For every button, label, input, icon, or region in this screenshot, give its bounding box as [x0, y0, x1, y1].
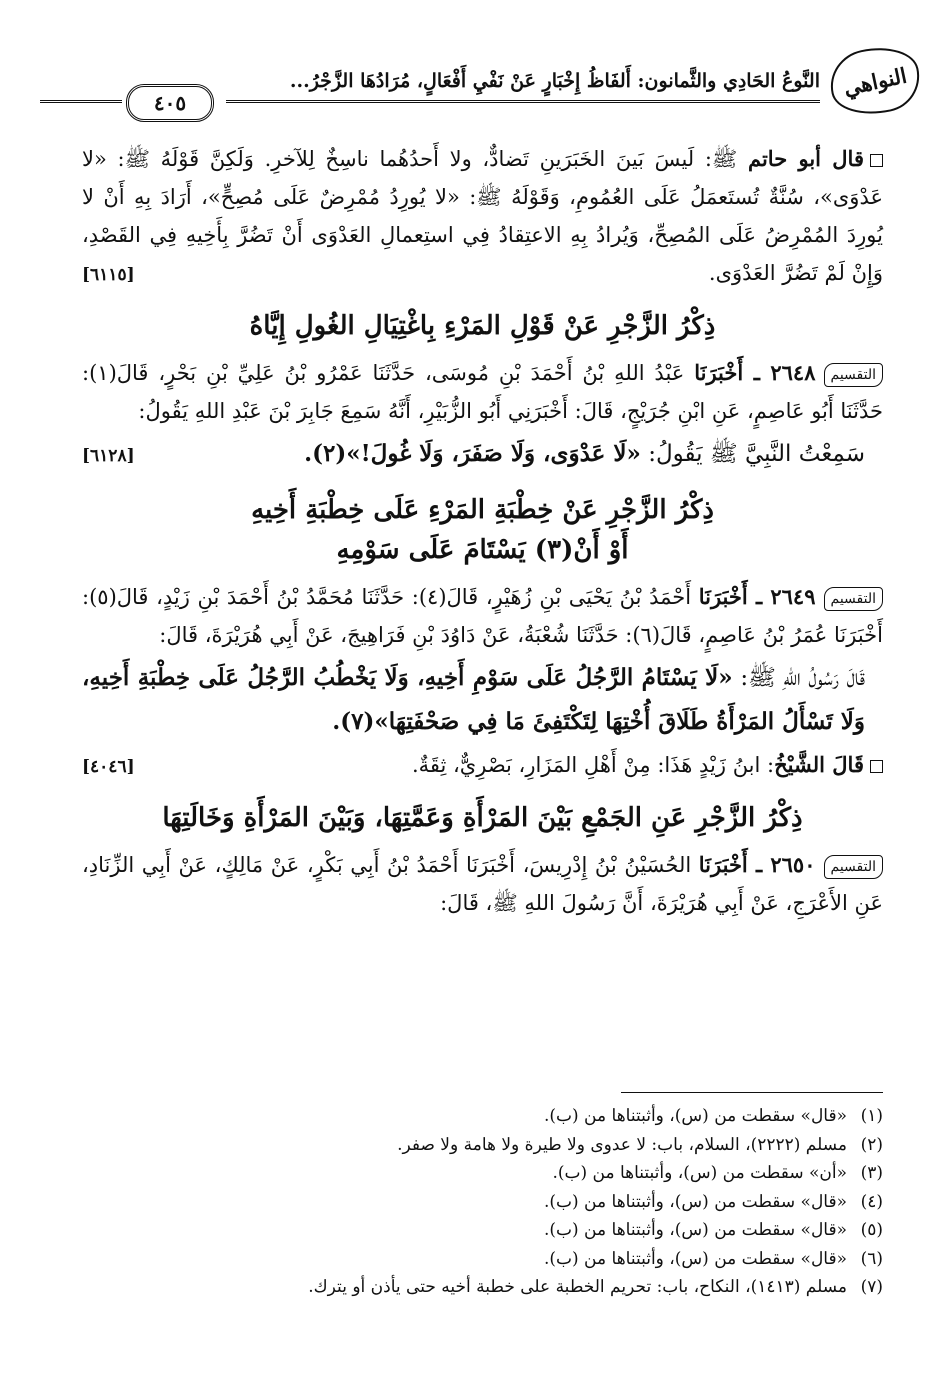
hadith-2648-matn	[82, 432, 883, 476]
note-lead: قَالَ الشَّيْخُ	[774, 752, 864, 777]
reference-number: [٦١١٥]	[82, 265, 135, 285]
hadith-mark-icon: التقسيم	[824, 363, 884, 387]
section-heading: ذِكْرُ الزَّجْرِ عَنِ الجَمْعِ بَيْنَ المَرْأَةِ وَعَمَّتِهَا، وَبَيْنَ المَرْأَةِ وَخَالَتِهَا	[162, 803, 803, 833]
reference-number: [٦١٢٨]	[82, 446, 135, 466]
hadith-mark-icon: التقسيم	[824, 587, 884, 611]
isnad-text: عَبْدُ اللهِ بْنُ أَحْمَدَ بْنِ مُوسَى، حَدَّثَنَا عَمْرُو بْنُ عَلِيِّ بْنِ بَحْرٍ، قَالَ(١): حَدَّثَنَا أَبُو عَاصِمٍ، عَنِ ابْنِ جُرَيْجٍ، قَالَ: أَخْبَرَنِي أَبُو الزُّبَيْرِ، أَنَّهُ سَمِعَ جَابِرَ بْنَ عَبْدِ اللهِ يَقُولُ:	[82, 361, 883, 423]
matn-lead: سَمِعْتُ النَّبِيَّ ﷺ يَقُولُ:	[640, 441, 865, 467]
footnote: (٥)«قال» سقطت من (س)، وأثبتناها من (ب).	[543, 1220, 883, 1240]
header-rule	[226, 100, 820, 103]
footnote-divider	[621, 1092, 883, 1093]
commentary-text: ﷺ: لَيسَ بَينَ الخَبَرَينِ تَضادٌّ، ولا أَحدُهُما ناسِخٌ لِلآخرِ. وَلَكِنَّ قَوْلَهُ ﷺ: «لا عَدْوَى»، سُنَّةٌ تُستَعمَلُ عَلَى العُمُومِ، وَقَوْلَهُ ﷺ: «لا يُورِدُ مُمْرِضٌ عَلَى مُصِحٍّ»، أَرَادَ بِهِ أَنْ لا يُورِدَ المُمْرِضُ عَلَى المُصِحِّ، وَيُرادُ بِهِ الاعتِقادُ فِي استِعمالِ العَدْوَى أَنْ تَضُرَّ بِأَخِيهِ فِي القَصْدِ، وَإِنْ لَمْ تَضُرَّ العَدْوَى.	[82, 147, 883, 285]
commentary-paragraph	[82, 140, 883, 292]
header-rule-short	[40, 100, 122, 103]
footnote: (٦)«قال» سقطت من (س)، وأثبتناها من (ب).	[543, 1248, 883, 1269]
hadith-2649-isnad	[82, 578, 883, 654]
matn-lead: قَالَ رَسُولُ اللهِ ﷺ:	[732, 665, 865, 691]
isnad-text: أَحْمَدُ بْنُ يَحْيَى بْنِ زُهَيْرٍ، قَالَ(٤): حَدَّثَنَا مُحَمَّدُ بْنُ أَحْمَدَ بْنِ زَيْدٍ، قَالَ(٥): أَخْبَرَنَا عُمَرُ بْنُ عَاصِمٍ، قَالَ(٦): حَدَّثَنَا شُعْبَةُ، عَنْ دَاوُدَ بْنِ فَرَاهِيجَ، عَنْ أَبِي هُرَيْرَةَ، قَالَ:	[82, 585, 883, 647]
footnotes	[62, 1102, 883, 1302]
footnote: (٧)مسلم (١٤١٣)، النكاح، باب: تحريم الخطبة على خطبة أخيه حتى يأذن أو يترك.	[308, 1277, 883, 1297]
note-text: : ابنُ زَيْدٍ هَذَا: مِنْ أَهْلِ المَزَارِ، بَصْرِيٌّ، ثِقَةٌ.	[411, 753, 775, 777]
footnote: (٢)مسلم (٢٢٢٢)، السلام، باب: لا عدوى ولا طيرة ولا هامة ولا صفر.	[397, 1134, 883, 1155]
hadith-number: ٢٦٤٩ ـ أَخْبَرَنَا	[698, 584, 816, 609]
heading-line: ذِكْرُ الزَّجْرِ عَنْ خِطْبَةِ المَرْءِ عَلَى خِطْبَةِ أَخِيهِ	[251, 495, 714, 525]
running-title: النَّوعُ الحَادِي والثَّمانون: أَلفَاظُ إِخْبَارٍ عَنْ نَفْيِ أَفْعَالٍ، مُرَادُهَا الزَّجْرُ...	[289, 70, 820, 92]
matn-text: «لَا عَدْوَى، وَلَا صَفَرَ، وَلَا غُولَ!»(٢).	[304, 440, 641, 467]
sheikh-note	[82, 746, 883, 784]
hadith-number: ٢٦٥٠ ـ أَخْبَرَنَا	[698, 852, 816, 877]
section-heading	[82, 490, 883, 570]
hadith-2649-matn	[82, 656, 883, 744]
main-text	[82, 140, 883, 922]
commentary-lead: قال أبو حاتم	[747, 146, 864, 171]
footnote: (٣)«أن» سقطت من (س)، وأثبتناها من (ب).	[552, 1163, 883, 1183]
hadith-mark-icon: التقسيم	[824, 855, 884, 879]
heading-line: أَوْ أَنْ(٣) يَسْتَامَ عَلَى سَوْمِهِ	[336, 535, 629, 565]
isnad-text: الحُسَيْنُ بْنُ إِدْرِيسَ، أَخْبَرَنَا أَحْمَدُ بْنُ أَبِي بَكْرٍ، عَنْ مَالِكٍ، عَنْ أَبِي الزِّنَادِ، عَنِ الأَعْرَجِ، عَنْ أَبِي هُرَيْرَةَ، أَنَّ رَسُولَ اللهِ ﷺ، قَالَ:	[82, 853, 883, 915]
hadith-2650-isnad	[82, 846, 883, 922]
page-header	[40, 48, 920, 126]
footnote: (٤)«قال» سقطت من (س)، وأثبتناها من (ب).	[543, 1191, 883, 1212]
reference-number: [٤٠٤٦]	[82, 757, 135, 777]
chapter-badge: النواهي	[824, 39, 926, 122]
footnote: (١)«قال» سقطت من (س)، وأثبتناها من (ب).	[543, 1106, 883, 1126]
matn-text: «لَا يَسْتَامُ الرَّجُلُ عَلَى سَوْمِ أَخِيهِ، وَلَا يَخْطُبُ الرَّجُلُ عَلَى خِطْبَةِ أَخِيهِ، وَلَا تَسْأَلُ المَرْأَةُ طَلَاقَ أُخْتِهَا لِتَكْتَفِئَ مَا فِي صَحْفَتِهَا»(٧).	[82, 664, 865, 735]
page-number: ٤٠٥	[126, 84, 214, 122]
square-bullet-icon	[870, 760, 883, 773]
hadith-number: ٢٦٤٨ ـ أَخْبَرَنَا	[694, 360, 816, 385]
square-bullet-icon	[870, 154, 883, 167]
hadith-2648-isnad	[82, 354, 883, 430]
section-heading: ذِكْرُ الزَّجْرِ عَنْ قَوْلِ المَرْءِ بِاغْتِيَالِ الغُولِ إِيَّاهُ	[249, 311, 716, 341]
